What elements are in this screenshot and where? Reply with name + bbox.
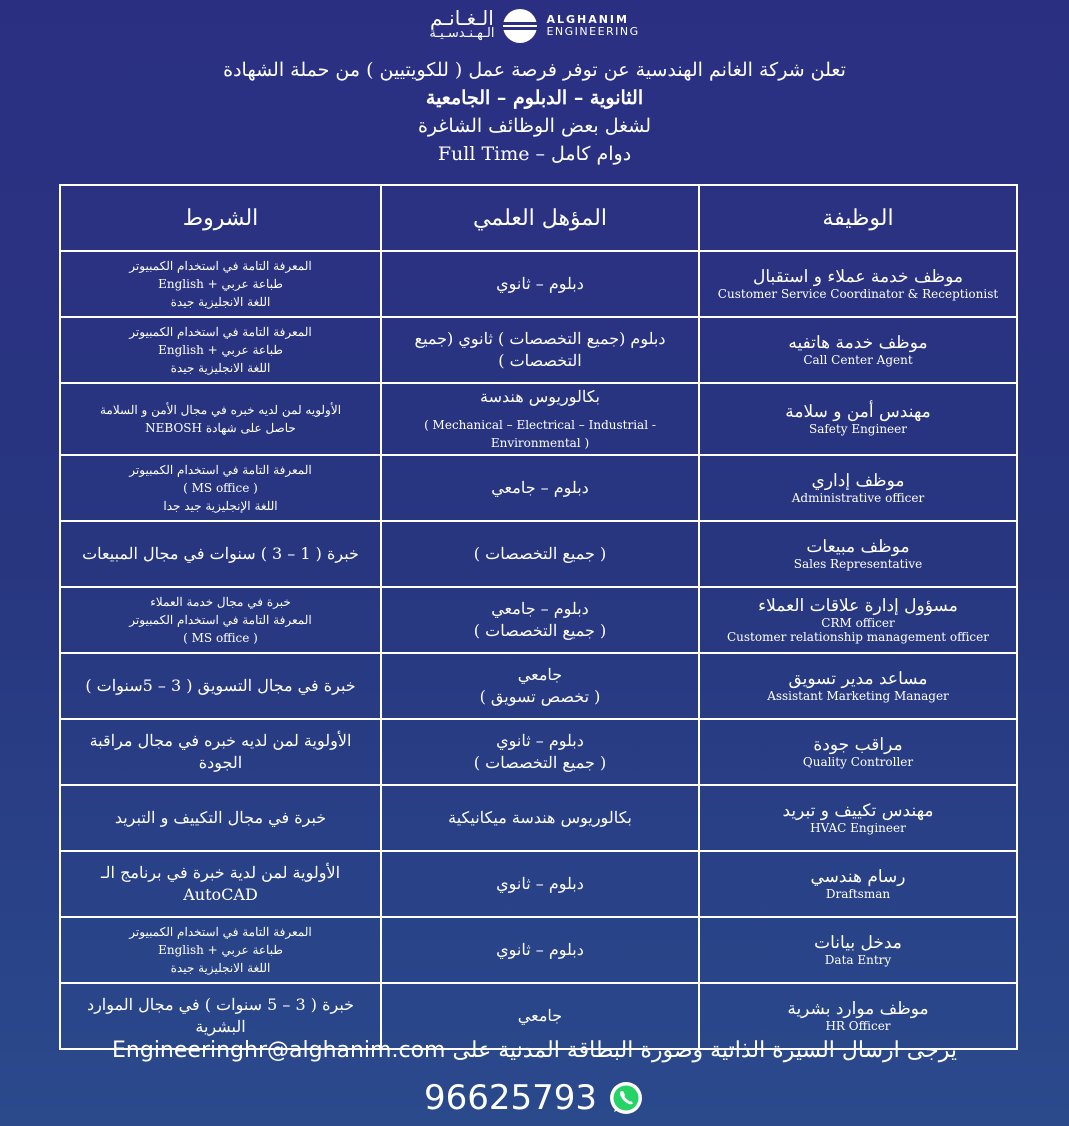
header-job: الوظيفة xyxy=(699,185,1017,251)
job-title-ar: موظف خدمة عملاء و استقبال xyxy=(753,267,963,287)
qualification-text: بكالوريوس هندسة ميكانيكية xyxy=(448,808,632,827)
condition-line: الأولوية لمن لديه خبره في مجال مراقبة الجودة xyxy=(89,731,352,772)
conditions-cell xyxy=(60,251,381,317)
conditions-cell xyxy=(60,383,381,455)
job-title-en: Customer Service Coordinator & Receptionist xyxy=(717,287,999,301)
conditions-cell xyxy=(60,455,381,521)
job-cell xyxy=(699,719,1017,785)
conditions-cell xyxy=(60,785,381,851)
qualification-text: دبلوم – ثانوي xyxy=(496,274,584,293)
job-title-en: Assistant Marketing Manager xyxy=(767,689,949,703)
conditions-cell xyxy=(60,653,381,719)
qualification-text: دبلوم (جميع التخصصات ) ثانوي (جميع التخصصات ) xyxy=(414,329,666,370)
job-cell xyxy=(699,317,1017,383)
condition-line: المعرفة التامة في استخدام الكمبيوتر xyxy=(129,613,312,627)
qualification-text: بكالوريوس هندسة xyxy=(479,387,600,406)
qualification-cell xyxy=(381,587,699,653)
qualification-majors: ( Mechanical – Electrical – Industrial - Environmental ) xyxy=(424,418,656,450)
qualification-text: دبلوم – جامعي xyxy=(491,478,589,497)
conditions-cell xyxy=(60,917,381,983)
logo-arabic: الـغـانـم الـهـنـدسـيـة xyxy=(429,6,495,41)
qualification-text: ( جميع التخصصات ) xyxy=(473,544,607,563)
phone-number[interactable]: 96625793 xyxy=(423,1078,598,1118)
qualification-cell xyxy=(381,851,699,917)
condition-line: خبرة في مجال التكييف و التبريد xyxy=(114,808,327,827)
job-cell xyxy=(699,653,1017,719)
qualification-cell xyxy=(381,455,699,521)
job-title-en: Draftsman xyxy=(825,887,891,901)
qualification-cell xyxy=(381,917,699,983)
condition-line: خبرة في مجال التسويق ( 3 – 5سنوات ) xyxy=(85,676,356,695)
table-row xyxy=(60,521,1017,587)
job-title-en-2: Customer relationship management officer xyxy=(726,630,989,644)
job-title-ar: مساعد مدير تسويق xyxy=(788,669,928,689)
logo-emblem-icon xyxy=(502,8,538,44)
footer-contact xyxy=(0,1038,1069,1063)
job-title-ar: مهندس تكييف و تبريد xyxy=(782,801,934,821)
qualification-text: جامعي xyxy=(517,665,563,684)
qualification-text: دبلوم – ثانوي xyxy=(496,940,584,959)
table-row xyxy=(60,383,1017,455)
condition-line: حاصل على شهادة NEBOSH xyxy=(145,421,296,435)
qualification-cell xyxy=(381,383,699,455)
job-cell xyxy=(699,587,1017,653)
condition-line: خبرة في مجال خدمة العملاء xyxy=(150,595,291,609)
job-cell xyxy=(699,251,1017,317)
job-title-ar: مدخل بيانات xyxy=(814,933,902,953)
qualification-text: جامعي xyxy=(517,1006,563,1025)
job-title-en: Sales Representative xyxy=(793,557,923,571)
job-title-ar: موظف خدمة هاتفيه xyxy=(788,333,928,353)
qualification-text: دبلوم – ثانوي xyxy=(496,731,584,750)
intro-line-2: الثانوية – الدبلوم – الجامعية xyxy=(425,87,644,109)
condition-line: اللغة الانجليزية جيدة xyxy=(170,361,271,375)
job-title-en: HVAC Engineer xyxy=(810,821,906,835)
conditions-cell xyxy=(60,587,381,653)
job-title-ar: موظف مبيعات xyxy=(806,537,910,557)
table-row xyxy=(60,455,1017,521)
conditions-cell xyxy=(60,317,381,383)
job-cell xyxy=(699,455,1017,521)
intro-line-1: تعلن شركة الغانم الهندسية عن توفر فرصة عمل ( للكويتيين ) من حملة الشهادة xyxy=(223,59,846,81)
condition-line: طباعة عربي + English xyxy=(158,343,283,357)
condition-line: طباعة عربي + English xyxy=(158,943,283,957)
condition-line: خبرة ( 1 – 3 ) سنوات في مجال المبيعات xyxy=(82,544,359,563)
condition-line: اللغة الانجليزية جيدة xyxy=(170,961,271,975)
job-title-en: Data Entry xyxy=(824,953,892,967)
qualification-cell xyxy=(381,521,699,587)
table-row xyxy=(60,653,1017,719)
condition-line: ( MS office ) xyxy=(183,481,258,495)
job-cell xyxy=(699,785,1017,851)
job-title-en: Safety Engineer xyxy=(808,422,907,436)
phone-contact xyxy=(0,1078,1069,1118)
job-title-ar: مراقب جودة xyxy=(813,735,903,755)
whatsapp-icon xyxy=(607,1079,645,1117)
table-row xyxy=(60,785,1017,851)
table-header-row xyxy=(60,185,1017,251)
header-conditions: الشروط xyxy=(60,185,381,251)
intro-line-3: لشغل بعض الوظائف الشاغرة xyxy=(417,115,652,137)
qualification-cell xyxy=(381,317,699,383)
table-row xyxy=(60,719,1017,785)
table-row xyxy=(60,317,1017,383)
announcement-intro xyxy=(0,56,1069,168)
table-row xyxy=(60,851,1017,917)
job-title-ar: مسؤول إدارة علاقات العملاء xyxy=(758,596,958,616)
qualification-cell xyxy=(381,653,699,719)
job-cell xyxy=(699,917,1017,983)
footer-text: يرجى ارسال السيرة الذاتية وصورة البطاقة المدنية على xyxy=(452,1038,957,1063)
jobs-table xyxy=(59,184,1018,1050)
intro-line-4: دوام كامل – Full Time xyxy=(437,143,632,165)
condition-line: المعرفة التامة في استخدام الكمبيوتر xyxy=(129,925,312,939)
job-title-en: HR Officer xyxy=(825,1019,891,1033)
condition-line: المعرفة التامة في استخدام الكمبيوتر xyxy=(129,325,312,339)
condition-line: الأولويه لمن لديه خبره في مجال الأمن و السلامة xyxy=(99,403,342,417)
table-row xyxy=(60,251,1017,317)
job-title-ar: مهندس أمن و سلامة xyxy=(785,402,931,422)
job-title-en: CRM officer xyxy=(821,616,895,630)
condition-line: خبرة ( 3 – 5 سنوات ) في مجال الموارد البشرية xyxy=(86,995,355,1036)
table-row xyxy=(60,587,1017,653)
qualification-text: دبلوم – جامعي xyxy=(491,599,589,618)
condition-line: ( MS office ) xyxy=(183,631,258,645)
email-link[interactable]: Engineeringhr@alghanim.com xyxy=(112,1038,446,1063)
qualification-cell xyxy=(381,251,699,317)
qualification-text-2: ( تخصص تسويق ) xyxy=(479,687,601,706)
condition-line: الأولوية لمن لدية خبرة في برنامج الـ AutoCAD xyxy=(100,863,341,904)
qualification-text-2: ( جميع التخصصات ) xyxy=(473,753,607,772)
condition-line: المعرفة التامة في استخدام الكمبيوتر xyxy=(129,259,312,273)
qualification-text: دبلوم – ثانوي xyxy=(496,874,584,893)
condition-line: اللغة الإنجليزية جيد جدا xyxy=(163,499,278,513)
conditions-cell xyxy=(60,719,381,785)
qualification-text-2: ( جميع التخصصات ) xyxy=(473,621,607,640)
job-title-en: Administrative officer xyxy=(791,491,925,505)
table-row xyxy=(60,917,1017,983)
job-cell xyxy=(699,851,1017,917)
condition-line: طباعة عربي + English xyxy=(158,277,283,291)
job-cell xyxy=(699,521,1017,587)
job-title-ar: موظف إداري xyxy=(811,471,905,491)
condition-line: اللغة الانجليزية جيدة xyxy=(170,295,271,309)
job-title-ar: رسام هندسي xyxy=(810,867,906,887)
company-logo xyxy=(0,8,1069,44)
job-title-en: Call Center Agent xyxy=(803,353,913,367)
job-title-en: Quality Controller xyxy=(802,755,914,769)
condition-line: المعرفة التامة في استخدام الكمبيوتر xyxy=(129,463,312,477)
job-title-ar: موظف موارد بشرية xyxy=(787,999,929,1019)
conditions-cell xyxy=(60,521,381,587)
conditions-cell xyxy=(60,851,381,917)
qualification-cell xyxy=(381,785,699,851)
header-qualification: المؤهل العلمي xyxy=(381,185,699,251)
qualification-cell xyxy=(381,719,699,785)
logo-english: ALGHANIM ENGINEERING xyxy=(546,13,640,38)
job-cell xyxy=(699,383,1017,455)
